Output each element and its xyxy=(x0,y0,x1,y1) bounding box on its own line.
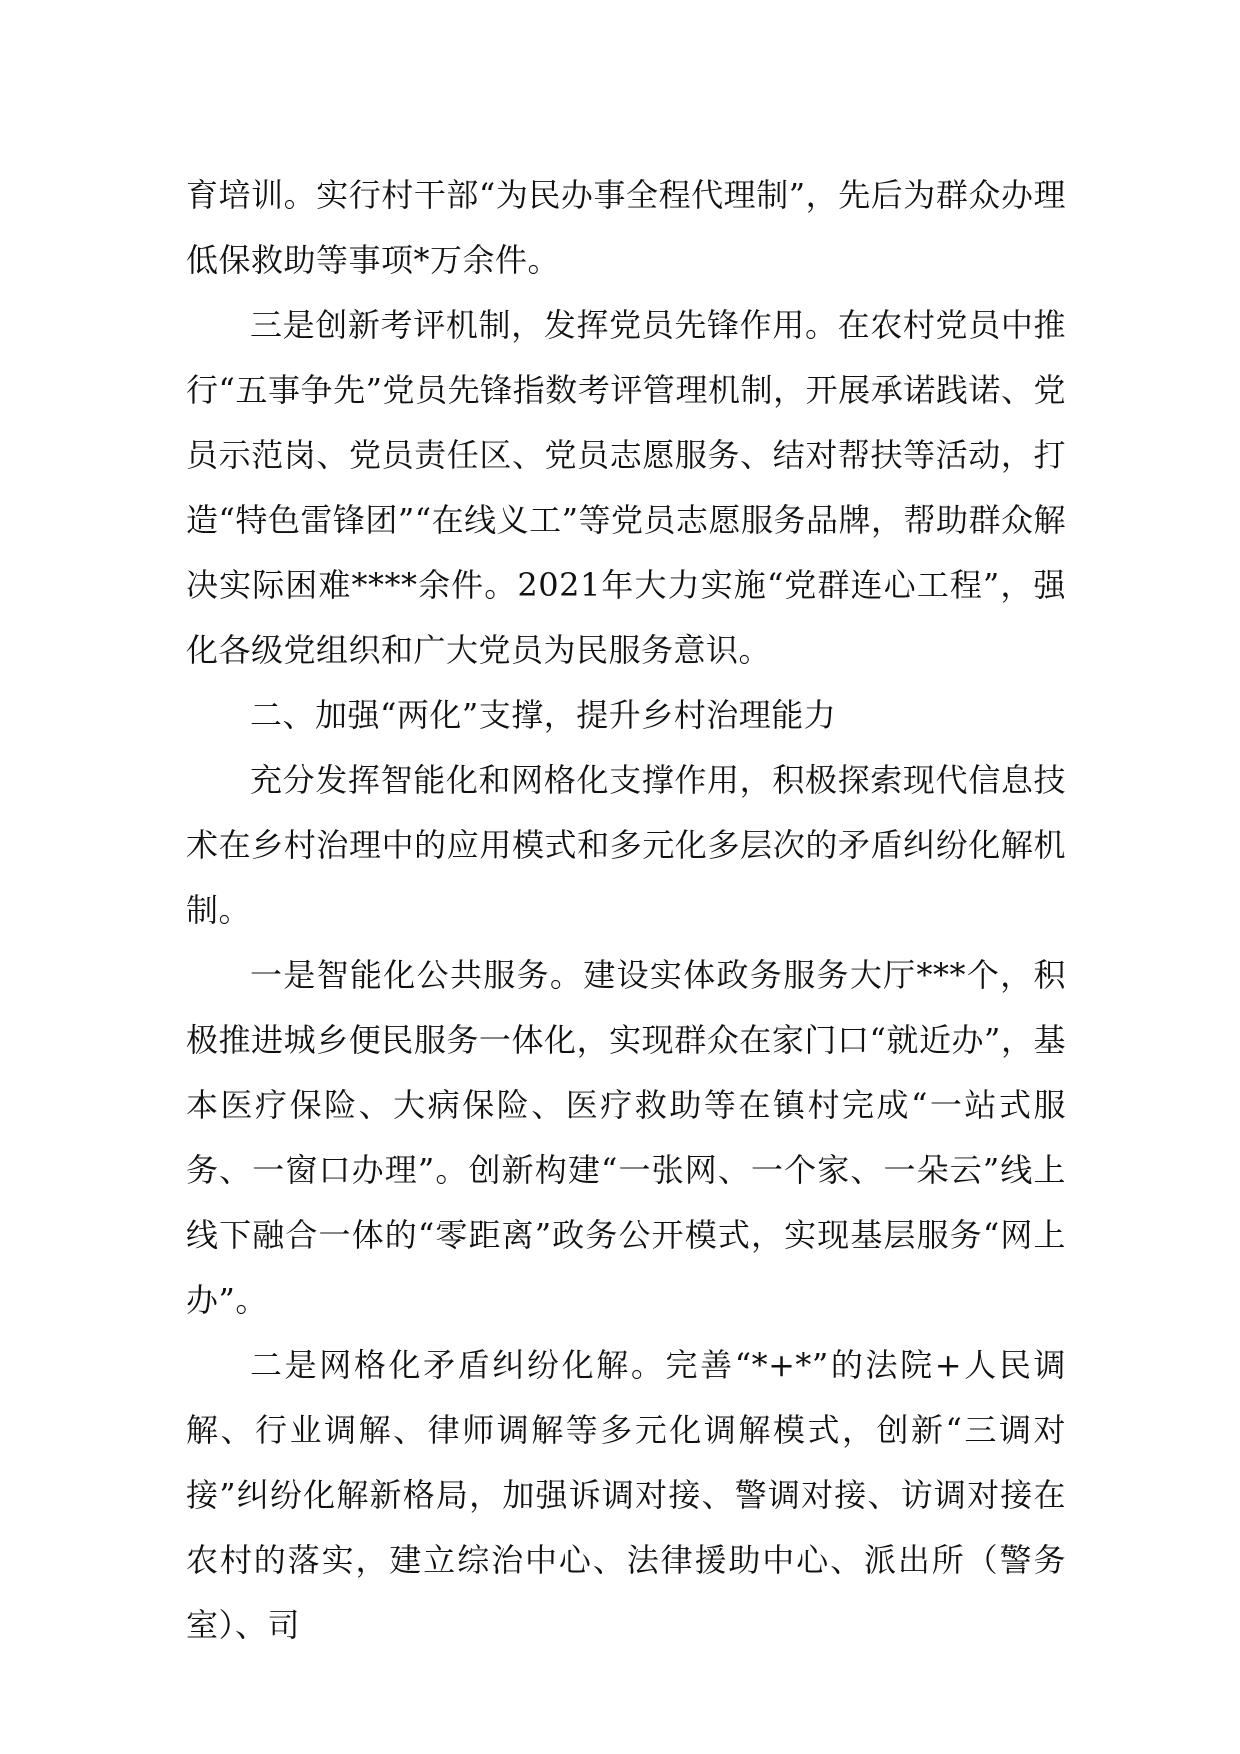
paragraph-section-intro: 充分发挥智能化和网格化支撑作用，积极探索现代信息技术在乡村治理中的应用模式和多元化多层次的矛盾纠纷化解机制。 xyxy=(186,761,1066,929)
paragraph-assessment-mechanism: 三是创新考评机制，发挥党员先锋作用。在农村党员中推行“五事争先”党员先锋指数考评管理机制，开展承诺践诺、党员示范岗、党员责任区、党员志愿服务、结对帮扶等活动，打造“特色雷锋团”“在线义工”等党员志愿服务品牌，帮助群众解决实际困难****余件。2021年大力实施“党群连心工程”，强化各级党组织和广大党员为民服务意识。 xyxy=(186,306,1066,669)
paragraph-smart-public-service: 一是智能化公共服务。建设实体政务服务大厅***个，积极推进城乡便民服务一体化，实现群众在家门口“就近办”，基本医疗保险、大病保险、医疗救助等在镇村完成“一站式服务、一窗口办理”。创新构建“一张网、一个家、一朵云”线上线下融合一体的“零距离”政务公开模式，实现基层服务“网上办”。 xyxy=(186,956,1066,1319)
paragraph-grid-dispute-resolution: 二是网格化矛盾纠纷化解。完善“*+*”的法院+人民调解、行业调解、律师调解等多元化调解模式，创新“三调对接”纠纷化解新格局，加强诉调对接、警调对接、访调对接在农村的落实，建立综治中心、法律援助中心、派出所（警务室）、司 xyxy=(186,1346,1066,1644)
paragraph-continuation: 育培训。实行村干部“为民办事全程代理制”，先后为群众办理低保救助等事项*万余件。 xyxy=(186,176,1066,279)
section-heading: 二、加强“两化”支撑，提升乡村治理能力 xyxy=(250,696,837,734)
document-body xyxy=(186,163,1066,1658)
